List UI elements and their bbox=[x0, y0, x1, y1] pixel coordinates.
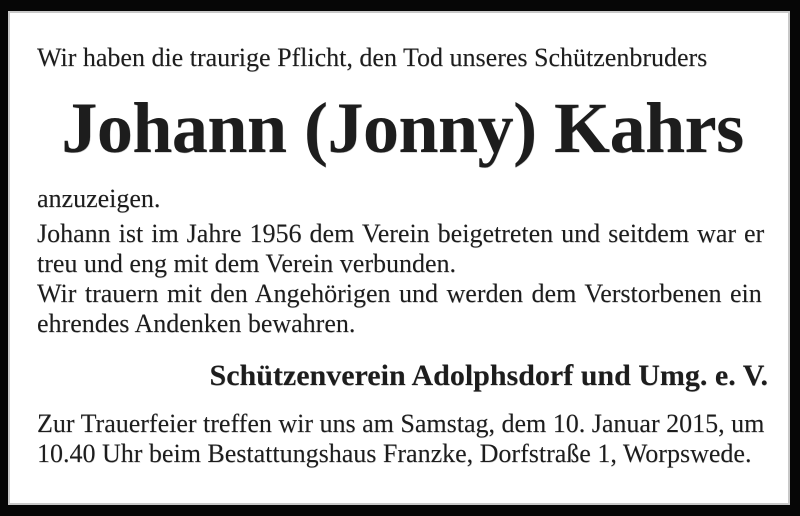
membership-paragraph bbox=[37, 219, 768, 279]
obituary-notice bbox=[8, 11, 790, 505]
funeral-line-2: 10.40 Uhr beim Bestattungshaus Franzke, Dorfstraße 1, Worpswede. bbox=[37, 439, 752, 468]
association-signature: Schützenverein Adolphsdorf und Umg. e. V. bbox=[209, 359, 768, 392]
condolence-line-1: Wir trauern mit den Angehörigen und werden dem Verstorbenen ein bbox=[37, 279, 762, 308]
funeral-line-1: Zur Trauerfeier treffen wir uns am Samstag, dem 10. Januar 2015, um bbox=[37, 409, 765, 438]
condolence-paragraph bbox=[37, 279, 768, 339]
anzuzeigen-line: anzuzeigen. bbox=[37, 184, 161, 213]
intro-line: Wir haben die traurige Pflicht, den Tod unseres Schützenbruders bbox=[37, 43, 708, 72]
membership-line-1: Johann ist im Jahre 1956 dem Verein beigetreten und seitdem war er bbox=[37, 219, 765, 248]
funeral-paragraph bbox=[37, 409, 768, 469]
deceased-name: Johann (Jonny) Kahrs bbox=[61, 88, 744, 168]
condolence-line-2: ehrendes Andenken bewahren. bbox=[37, 309, 356, 338]
membership-line-2: treu und eng mit dem Verein verbunden. bbox=[37, 249, 457, 278]
